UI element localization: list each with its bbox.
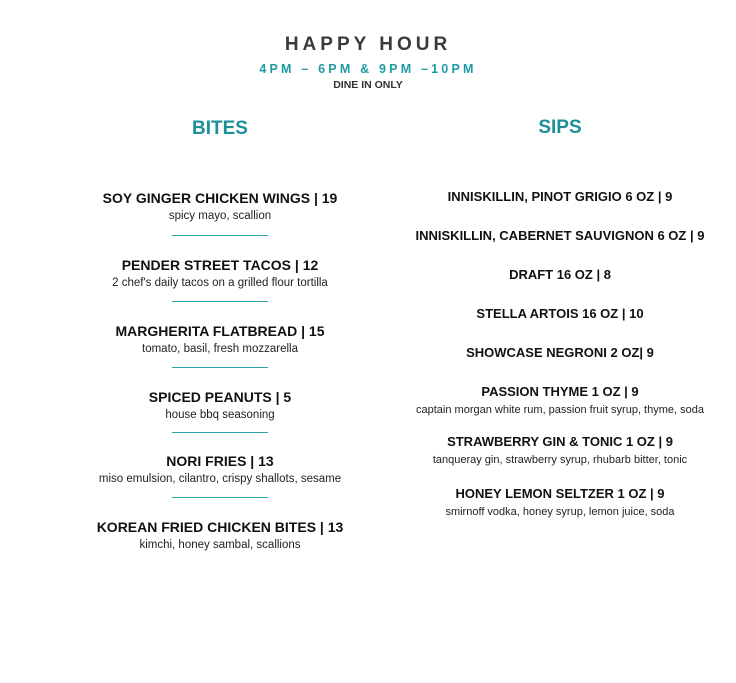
happy-hour-times: 4PM – 6PM & 9PM –10PM [259,62,477,76]
divider [172,235,268,236]
sips-item [400,344,720,362]
bites-item-name: SOY GINGER CHICKEN WINGS | 19 [102,190,338,206]
bites-column [70,0,370,683]
bites-item-desc: 2 chef's daily tacos on a grilled flour tortilla [112,277,328,289]
bites-item-name: MARGHERITA FLATBREAD | 15 [115,323,325,339]
bites-item [70,322,370,356]
sips-item [400,485,720,519]
sips-item [400,305,720,323]
bites-item-name: SPICED PEANUTS | 5 [148,389,292,405]
bites-item-desc: miso emulsion, cilantro, crispy shallots, sesame [98,473,342,485]
sips-item [400,188,720,206]
bites-item-name: KOREAN FRIED CHICKEN BITES | 13 [96,519,344,535]
sips-item-name: DRAFT 16 OZ | 8 [509,267,611,282]
sips-item-desc: captain morgan white rum, passion fruit syrup, thyme, soda [416,404,704,416]
sips-item-name: STRAWBERRY GIN & TONIC 1 OZ | 9 [447,434,673,449]
sips-item-name: INNISKILLIN, CABERNET SAUVIGNON 6 OZ | 9 [415,228,705,243]
divider [172,301,268,302]
sips-item-name: PASSION THYME 1 OZ | 9 [481,384,639,399]
sips-heading: SIPS [538,117,582,138]
sips-item [400,383,720,417]
sips-item-desc: smirnoff vodka, honey syrup, lemon juice, soda [445,506,675,518]
sips-column [400,0,720,683]
divider [172,497,268,498]
bites-heading: BITES [192,118,248,139]
bites-item-desc: tomato, basil, fresh mozzarella [142,343,298,355]
sips-item [400,227,720,245]
sips-item-desc: tanqueray gin, strawberry syrup, rhubarb bitter, tonic [432,454,688,466]
bites-item-desc: spicy mayo, scallion [168,210,272,222]
page-title: HAPPY HOUR [284,34,452,55]
sips-item [400,266,720,284]
divider [172,367,268,368]
bites-item [70,388,370,422]
bites-item-name: PENDER STREET TACOS | 12 [121,257,319,273]
sips-item [400,433,720,467]
sips-item-name: STELLA ARTOIS 16 OZ | 10 [476,306,644,321]
bites-item-desc: house bbq seasoning [165,409,275,421]
divider [172,432,268,433]
bites-item [70,189,370,223]
dine-in-note: DINE IN ONLY [333,79,403,91]
bites-item-name: NORI FRIES | 13 [166,453,274,469]
sips-item-name: SHOWCASE NEGRONI 2 OZ| 9 [466,345,654,360]
bites-item [70,452,370,486]
bites-item [70,518,370,552]
sips-item-name: HONEY LEMON SELTZER 1 OZ | 9 [455,486,665,501]
bites-item-desc: kimchi, honey sambal, scallions [139,539,301,551]
sips-item-name: INNISKILLIN, PINOT GRIGIO 6 OZ | 9 [447,189,673,204]
bites-item [70,256,370,290]
